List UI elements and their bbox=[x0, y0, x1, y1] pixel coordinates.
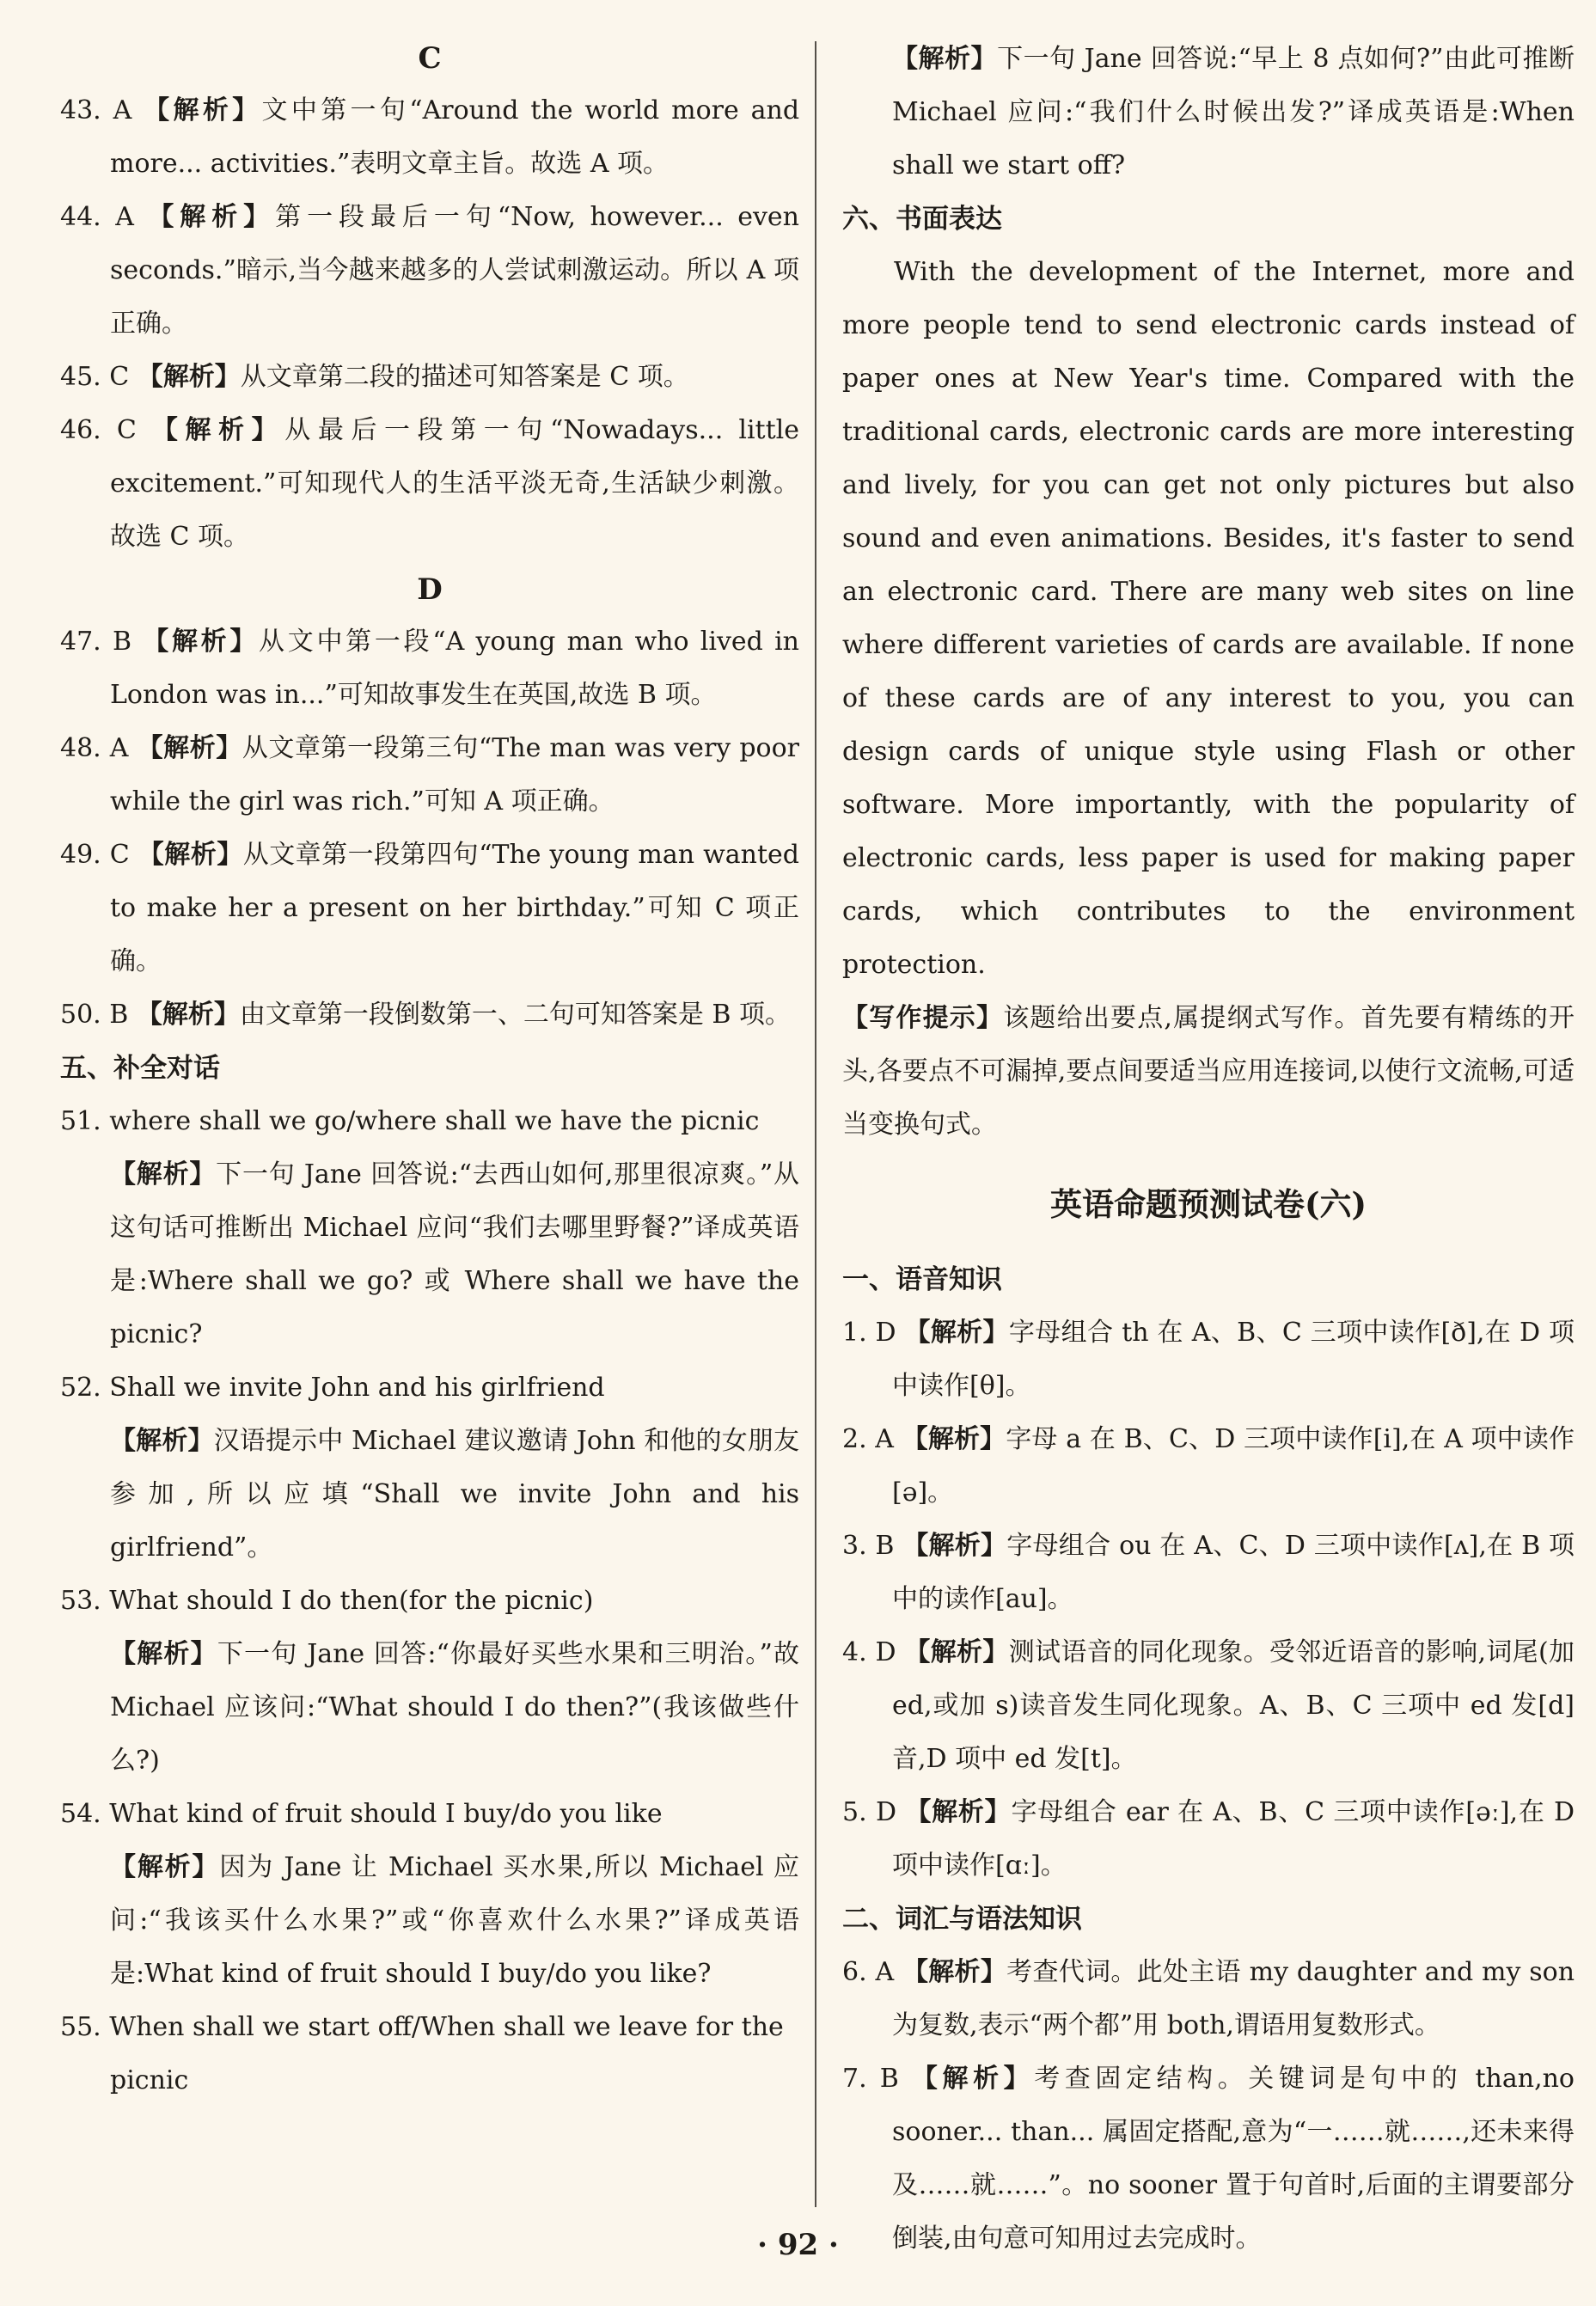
writing-tip bbox=[842, 992, 1575, 1152]
left-column bbox=[60, 33, 799, 2107]
item-text: 从文章第一段第三句“The man was very poor while the girl was rich.”可知 A 项正确。 bbox=[110, 733, 799, 817]
analysis-tag: 【解析】 bbox=[110, 1426, 214, 1456]
item-number: 2. A bbox=[842, 1424, 894, 1454]
item-text: 测试语音的同化现象。受邻近语音的影响,词尾(加 ed,或加 s)读音发生同化现象。A、B、C 三项中 ed 发[d]音,D 项中 ed 发[t]。 bbox=[892, 1637, 1575, 1774]
analysis-tag: 【解析】 bbox=[902, 1957, 1007, 1987]
analysis-tag: 【解析】 bbox=[902, 1424, 1006, 1454]
analysis-text: 汉语提示中 Michael 建议邀请 John 和他的女朋友参加,所以应填“Shall we invite John and his girlfriend”。 bbox=[110, 1426, 800, 1563]
item-number: 46. C bbox=[60, 415, 137, 445]
dialog-answer bbox=[60, 1788, 799, 1841]
analysis-tag: 【解析】 bbox=[902, 1531, 1007, 1561]
item-text: 从最后一段第一句“Nowadays... little excitement.”可知现代人的生活平淡无奇,生活缺少刺激。故选 C 项。 bbox=[110, 415, 799, 552]
dialog-answer bbox=[60, 1095, 799, 1148]
analysis-tag: 【解析】 bbox=[148, 202, 276, 232]
analysis-tag: 【解析】 bbox=[904, 1318, 1009, 1348]
answer-item-50 bbox=[60, 988, 799, 1042]
item-text: 从文章第一段第四句“The young man wanted to make her a present on her birthday.”可知 C 项正确。 bbox=[110, 840, 800, 976]
item-text: 字母组合 ou 在 A、C、D 三项中读作[ʌ],在 B 项中的读作[au]。 bbox=[892, 1531, 1575, 1614]
item-number: 7. B bbox=[842, 2064, 899, 2094]
item-text: 字母组合 th 在 A、B、C 三项中读作[ð],在 D 项中读作[θ]。 bbox=[892, 1318, 1575, 1401]
dialog-item-55 bbox=[60, 2001, 799, 2107]
section-heading-dialog: 五、补全对话 bbox=[60, 1053, 220, 1084]
item-text: 字母组合 ear 在 A、B、C 三项中读作[əː],在 D 项中读作[ɑː]。 bbox=[892, 1797, 1575, 1881]
dialog-analysis bbox=[60, 1148, 799, 1361]
writing-tip-text: 该题给出要点,属提纲式写作。首先要有精练的开头,各要点不可漏掉,要点间要适当应用连接词,以使行文流畅,可适当变换句式。 bbox=[842, 1003, 1575, 1140]
item-text: 考查代词。此处主语 my daughter and my son 为复数,表示“两个都”用 both,谓语用复数形式。 bbox=[892, 1957, 1575, 2040]
item-number: 54. bbox=[60, 1799, 101, 1829]
analysis-tag: 【解析】 bbox=[905, 1797, 1012, 1827]
item-number: 43. A bbox=[60, 95, 132, 125]
answer-item-46 bbox=[60, 404, 799, 564]
dialog-item-54 bbox=[60, 1788, 799, 2001]
item-number: 47. B bbox=[60, 627, 131, 657]
item-text: 文中第一句“Around the world more and more... activities.”表明文章主旨。故选 A 项。 bbox=[110, 95, 800, 179]
right-column bbox=[842, 33, 1575, 2266]
analysis-tag: 【解析】 bbox=[110, 1639, 217, 1669]
answer-item-4 bbox=[842, 1626, 1575, 1786]
answer-item-47 bbox=[60, 615, 799, 722]
item-number: 51. bbox=[60, 1106, 101, 1136]
answer-item-2 bbox=[842, 1413, 1575, 1520]
section-heading-writing: 六、书面表达 bbox=[842, 204, 1002, 235]
item-text: 由文章第一段倒数第一、二句可知答案是 B 项。 bbox=[239, 1000, 791, 1030]
analysis-tag: 【解析】 bbox=[137, 362, 241, 392]
analysis-text: 下一句 Jane 回答说:“早上 8 点如何?”由此可推断 Michael 应问:“我们什么时候出发?”译成英语是:When shall we start off? bbox=[892, 44, 1575, 180]
item-number: 5. D bbox=[842, 1797, 896, 1827]
section-c-heading: C bbox=[418, 41, 442, 76]
dialog-item-52 bbox=[60, 1361, 799, 1575]
analysis-text: 下一句 Jane 回答:“你最好买些水果和三明治。”故 Michael 应该问:“What should I do then?”(我该做些什么?) bbox=[110, 1639, 799, 1776]
item-number: 44. A bbox=[60, 202, 134, 232]
dialog-answer bbox=[60, 2001, 799, 2107]
item-number: 53. bbox=[60, 1586, 101, 1616]
item-number: 52. bbox=[60, 1373, 101, 1403]
analysis-tag: 【解析】 bbox=[144, 95, 262, 125]
answer-item-44 bbox=[60, 191, 799, 351]
dialog-analysis bbox=[60, 1415, 799, 1575]
item-number: 55. bbox=[60, 2012, 101, 2042]
dialog-item-51 bbox=[60, 1095, 799, 1361]
item-number: 45. C bbox=[60, 362, 130, 392]
item-number: 50. B bbox=[60, 1000, 129, 1030]
dialog-55-analysis bbox=[842, 33, 1575, 193]
answer-text: What should I do then(for the picnic) bbox=[109, 1586, 594, 1616]
item-number: 3. B bbox=[842, 1531, 895, 1561]
analysis-tag: 【解析】 bbox=[904, 1637, 1009, 1667]
test-paper-title: 英语命题预测试卷(六) bbox=[1049, 1185, 1367, 1223]
analysis-tag: 【解析】 bbox=[110, 1852, 220, 1882]
item-number: 6. A bbox=[842, 1957, 895, 1987]
item-number: 4. D bbox=[842, 1637, 896, 1667]
answer-text: Shall we invite John and his girlfriend bbox=[109, 1373, 605, 1403]
answer-text: where shall we go/where shall we have the picnic bbox=[109, 1106, 760, 1136]
answer-item-48 bbox=[60, 722, 799, 829]
answer-item-43 bbox=[60, 84, 799, 191]
dialog-analysis bbox=[60, 1841, 799, 2001]
dialog-item-53 bbox=[60, 1575, 799, 1788]
analysis-tag: 【解析】 bbox=[137, 733, 242, 763]
item-number: 48. A bbox=[60, 733, 129, 763]
section-heading-phonetics: 一、语音知识 bbox=[842, 1264, 1002, 1295]
page-number: · 92 · bbox=[757, 2228, 839, 2262]
analysis-text: 因为 Jane 让 Michael 买水果,所以 Michael 应问:“我该买什么水果?”或“你喜欢什么水果?”译成英语是:What kind of fruit should I buy/do you like? bbox=[110, 1852, 799, 1989]
answer-item-45 bbox=[60, 351, 799, 404]
analysis-tag: 【解析】 bbox=[138, 840, 243, 870]
model-essay: With the development of the Internet, more and more people tend to send electronic cards instead of paper ones at New Year's time. Compared with the traditional cards, electronic cards are more interesting and lively, for you can get not only pictures but also sound and even animations. Besides, it's faster to send an electronic card. There are many web sites on line where different varieties of cards are available. If none of these cards are of any interest to you, you can design cards of unique style using Flash or other software. More importantly, with the popularity of electronic cards, less paper is used for making paper cards, which contributes to the environment protection. bbox=[842, 257, 1575, 980]
analysis-tag: 【解析】 bbox=[151, 415, 285, 445]
analysis-tag: 【解析】 bbox=[110, 1159, 217, 1190]
analysis-tag: 【解析】 bbox=[143, 627, 260, 657]
answer-item-49 bbox=[60, 829, 799, 988]
answer-item-5 bbox=[842, 1786, 1575, 1893]
item-text: 考查固定结构。关键词是句中的 than,no sooner... than... 属固定搭配,意为“一……就……,还未来得及……就……”。no sooner 置于句首时,后面的主谓要部分倒装,由句意可知用过去完成时。 bbox=[892, 2064, 1575, 2254]
section-d-heading: D bbox=[417, 572, 443, 607]
dialog-answer bbox=[60, 1361, 799, 1415]
answer-item-1 bbox=[842, 1306, 1575, 1413]
writing-tip-tag: 【写作提示】 bbox=[842, 1003, 1004, 1033]
item-text: 第一段最后一句“Now, however... even seconds.”暗示,当今越来越多的人尝试刺激运动。所以 A 项正确。 bbox=[110, 202, 799, 339]
analysis-text: 下一句 Jane 回答说:“去西山如何,那里很凉爽。”从这句话可推断出 Michael 应问“我们去哪里野餐?”译成英语是:Where shall we go? 或 Where shall we have the picnic? bbox=[110, 1159, 799, 1349]
answer-text: When shall we start off/When shall we leave for the picnic bbox=[109, 2012, 784, 2095]
answer-text: What kind of fruit should I buy/do you like bbox=[109, 1799, 663, 1829]
item-text: 从文章第二段的描述可知答案是 C 项。 bbox=[240, 362, 689, 392]
item-number: 1. D bbox=[842, 1318, 896, 1348]
dialog-analysis bbox=[60, 1628, 799, 1788]
item-text: 字母 a 在 B、C、D 三项中读作[i],在 A 项中读作[ə]。 bbox=[892, 1424, 1575, 1508]
dialog-answer bbox=[60, 1575, 799, 1628]
answer-item-3 bbox=[842, 1520, 1575, 1626]
column-divider bbox=[815, 41, 816, 2207]
item-text: 从文中第一段“A young man who lived in London was in...”可知故事发生在英国,故选 B 项。 bbox=[110, 627, 799, 710]
analysis-tag: 【解析】 bbox=[892, 44, 998, 74]
item-number: 49. C bbox=[60, 840, 130, 870]
analysis-tag: 【解析】 bbox=[911, 2064, 1035, 2094]
section-heading-vocabulary: 二、词汇与语法知识 bbox=[842, 1904, 1082, 1935]
answer-item-6 bbox=[842, 1946, 1575, 2052]
analysis-tag: 【解析】 bbox=[136, 1000, 240, 1030]
